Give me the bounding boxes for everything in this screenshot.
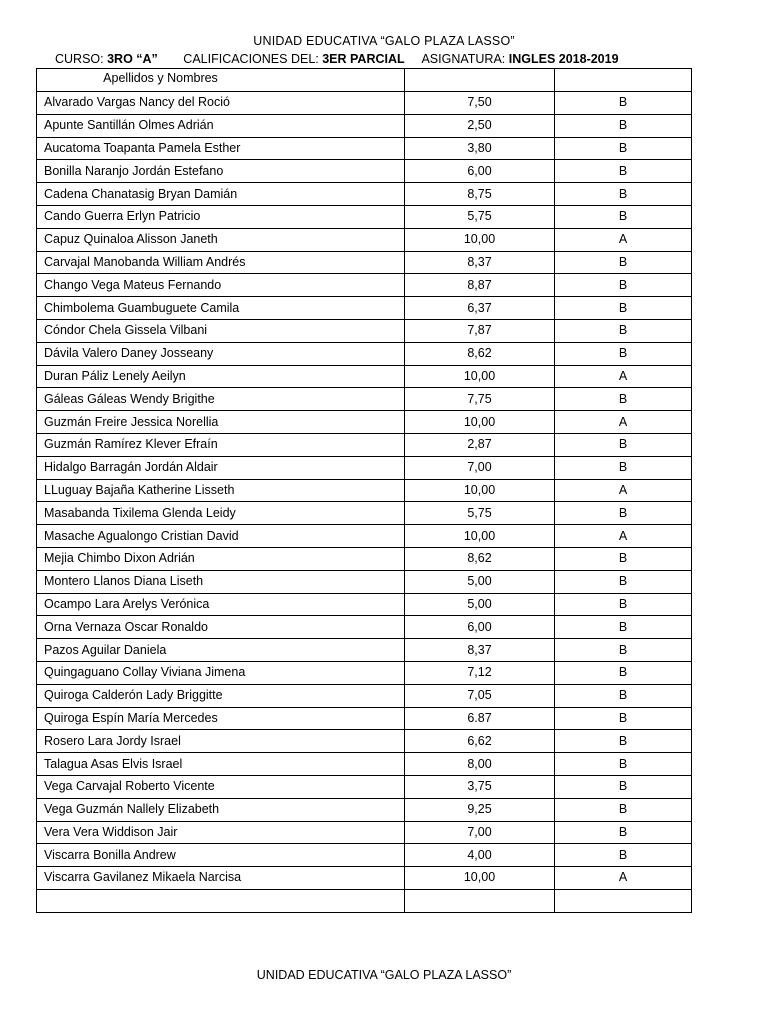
table-row	[37, 411, 692, 434]
score-cell: 7,12	[405, 661, 555, 684]
student-name-cell: Vega Carvajal Roberto Vicente	[37, 775, 405, 798]
student-name-cell: Bonilla Naranjo Jordán Estefano	[37, 160, 405, 183]
student-name-cell: Gáleas Gáleas Wendy Brigithe	[37, 388, 405, 411]
table-header-row	[37, 69, 692, 92]
score-cell: 5,75	[405, 502, 555, 525]
student-name-cell: Viscarra Gavilanez Mikaela Narcisa	[37, 867, 405, 890]
table-row	[37, 844, 692, 867]
table-row	[37, 456, 692, 479]
table-row	[37, 365, 692, 388]
curso-value: 3RO “A”	[107, 52, 158, 66]
table-row	[37, 661, 692, 684]
score-cell: 5,00	[405, 593, 555, 616]
letter-grade-cell: B	[555, 456, 692, 479]
letter-grade-cell: A	[555, 365, 692, 388]
score-cell: 8,75	[405, 183, 555, 206]
letter-grade-cell: B	[555, 661, 692, 684]
table-row	[37, 160, 692, 183]
student-name-cell: Masache Agualongo Cristian David	[37, 525, 405, 548]
score-cell: 10,00	[405, 228, 555, 251]
score-cell: 8,62	[405, 547, 555, 570]
letter-grade-cell: B	[555, 570, 692, 593]
student-name-cell: Aucatoma Toapanta Pamela Esther	[37, 137, 405, 160]
student-name-cell: Guzmán Ramírez Klever Efraín	[37, 433, 405, 456]
table-row	[37, 114, 692, 137]
letter-grade-cell: B	[555, 775, 692, 798]
letter-grade-cell: B	[555, 319, 692, 342]
score-cell: 7,75	[405, 388, 555, 411]
letter-grade-cell: B	[555, 707, 692, 730]
letter-grade-cell: B	[555, 183, 692, 206]
table-row	[37, 92, 692, 115]
score-cell: 10,00	[405, 525, 555, 548]
table-row	[37, 730, 692, 753]
letter-grade-cell: B	[555, 844, 692, 867]
table-row	[37, 342, 692, 365]
score-cell: 6.87	[405, 707, 555, 730]
letter-grade-cell: B	[555, 160, 692, 183]
student-name-cell: Duran Páliz Lenely Aeilyn	[37, 365, 405, 388]
score-cell: 10,00	[405, 365, 555, 388]
table-row	[37, 205, 692, 228]
student-name-cell: Capuz Quinaloa Alisson Janeth	[37, 228, 405, 251]
table-row	[37, 137, 692, 160]
score-cell: 3,80	[405, 137, 555, 160]
letter-grade-cell: B	[555, 593, 692, 616]
table-row	[37, 319, 692, 342]
student-name-cell: Carvajal Manobanda William Andrés	[37, 251, 405, 274]
table-row	[37, 433, 692, 456]
score-cell: 6,62	[405, 730, 555, 753]
table-row	[37, 593, 692, 616]
document-subtitle	[55, 52, 619, 66]
table-row	[37, 798, 692, 821]
score-cell	[405, 889, 555, 912]
student-name-cell	[37, 889, 405, 912]
score-cell: 8,87	[405, 274, 555, 297]
student-name-cell: Orna Vernaza Oscar Ronaldo	[37, 616, 405, 639]
letter-grade-cell: A	[555, 228, 692, 251]
student-name-cell: Ocampo Lara Arelys Verónica	[37, 593, 405, 616]
header-score-cell	[405, 69, 555, 92]
student-name-cell: Vera Vera Widdison Jair	[37, 821, 405, 844]
letter-grade-cell: B	[555, 821, 692, 844]
score-cell: 5,00	[405, 570, 555, 593]
table-row	[37, 753, 692, 776]
header-letter-cell	[555, 69, 692, 92]
table-row	[37, 684, 692, 707]
grades-table	[36, 68, 692, 913]
table-row	[37, 183, 692, 206]
letter-grade-cell: B	[555, 616, 692, 639]
student-name-cell: Hidalgo Barragán Jordán Aldair	[37, 456, 405, 479]
letter-grade-cell: B	[555, 502, 692, 525]
table-row	[37, 616, 692, 639]
calificaciones-value: 3ER PARCIAL	[322, 52, 405, 66]
letter-grade-cell: B	[555, 547, 692, 570]
curso-label: CURSO:	[55, 52, 104, 66]
score-cell: 8,00	[405, 753, 555, 776]
asignatura-label: ASIGNATURA:	[421, 52, 506, 66]
letter-grade-cell: B	[555, 297, 692, 320]
student-name-cell: Cóndor Chela Gissela Vilbani	[37, 319, 405, 342]
table-row	[37, 821, 692, 844]
letter-grade-cell: B	[555, 342, 692, 365]
student-name-cell: Viscarra Bonilla Andrew	[37, 844, 405, 867]
student-name-cell: Dávila Valero Daney Josseany	[37, 342, 405, 365]
table-row	[37, 297, 692, 320]
score-cell: 2,87	[405, 433, 555, 456]
letter-grade-cell: B	[555, 639, 692, 662]
student-name-cell: Chimbolema Guambuguete Camila	[37, 297, 405, 320]
document-title: UNIDAD EDUCATIVA “GALO PLAZA LASSO”	[253, 34, 515, 48]
student-name-cell: Masabanda Tixilema Glenda Leidy	[37, 502, 405, 525]
letter-grade-cell: B	[555, 205, 692, 228]
score-cell: 6,00	[405, 616, 555, 639]
letter-grade-cell: B	[555, 798, 692, 821]
student-name-cell: Quingaguano Collay Viviana Jimena	[37, 661, 405, 684]
table-row	[37, 889, 692, 912]
table-row	[37, 479, 692, 502]
score-cell: 10,00	[405, 479, 555, 502]
table-row	[37, 274, 692, 297]
letter-grade-cell	[555, 889, 692, 912]
letter-grade-cell: B	[555, 433, 692, 456]
table-row	[37, 525, 692, 548]
student-name-cell: Cadena Chanatasig Bryan Damián	[37, 183, 405, 206]
table-row	[37, 867, 692, 890]
letter-grade-cell: B	[555, 388, 692, 411]
student-name-cell: Alvarado Vargas Nancy del Roció	[37, 92, 405, 115]
score-cell: 4,00	[405, 844, 555, 867]
letter-grade-cell: B	[555, 114, 692, 137]
student-name-cell: Mejia Chimbo Dixon Adrián	[37, 547, 405, 570]
score-cell: 10,00	[405, 867, 555, 890]
student-name-cell: Chango Vega Mateus Fernando	[37, 274, 405, 297]
letter-grade-cell: A	[555, 525, 692, 548]
student-name-cell: Vega Guzmán Nallely Elizabeth	[37, 798, 405, 821]
student-name-cell: Rosero Lara Jordy Israel	[37, 730, 405, 753]
score-cell: 2,50	[405, 114, 555, 137]
letter-grade-cell: B	[555, 730, 692, 753]
table-row	[37, 388, 692, 411]
student-name-cell: Quiroga Calderón Lady Briggitte	[37, 684, 405, 707]
score-cell: 5,75	[405, 205, 555, 228]
calificaciones-label: CALIFICACIONES DEL:	[183, 52, 319, 66]
table-row	[37, 775, 692, 798]
score-cell: 7,00	[405, 821, 555, 844]
score-cell: 3,75	[405, 775, 555, 798]
letter-grade-cell: A	[555, 479, 692, 502]
student-name-cell: Montero Llanos Diana Liseth	[37, 570, 405, 593]
student-name-cell: Apunte Santillán Olmes Adrián	[37, 114, 405, 137]
letter-grade-cell: B	[555, 92, 692, 115]
student-name-cell: LLuguay Bajaña Katherine Lisseth	[37, 479, 405, 502]
letter-grade-cell: B	[555, 684, 692, 707]
score-cell: 8,62	[405, 342, 555, 365]
student-name-cell: Talagua Asas Elvis Israel	[37, 753, 405, 776]
table-row	[37, 228, 692, 251]
letter-grade-cell: B	[555, 251, 692, 274]
table-row	[37, 502, 692, 525]
score-cell: 8,37	[405, 251, 555, 274]
student-name-cell: Cando Guerra Erlyn Patricio	[37, 205, 405, 228]
table-row	[37, 639, 692, 662]
letter-grade-cell: B	[555, 753, 692, 776]
letter-grade-cell: B	[555, 137, 692, 160]
score-cell: 6,37	[405, 297, 555, 320]
footer-title: UNIDAD EDUCATIVA “GALO PLAZA LASSO”	[256, 968, 512, 982]
score-cell: 9,25	[405, 798, 555, 821]
student-name-cell: Guzmán Freire Jessica Norellia	[37, 411, 405, 434]
score-cell: 7,00	[405, 456, 555, 479]
score-cell: 7,05	[405, 684, 555, 707]
table-row	[37, 570, 692, 593]
table-row	[37, 707, 692, 730]
score-cell: 10,00	[405, 411, 555, 434]
student-name-cell: Quiroga Espín María Mercedes	[37, 707, 405, 730]
header-name-cell: Apellidos y Nombres	[37, 69, 405, 92]
asignatura-value: INGLES 2018-2019	[508, 52, 619, 66]
table-row	[37, 251, 692, 274]
letter-grade-cell: A	[555, 411, 692, 434]
score-cell: 6,00	[405, 160, 555, 183]
letter-grade-cell: B	[555, 274, 692, 297]
student-name-cell: Pazos Aguilar Daniela	[37, 639, 405, 662]
table-row	[37, 547, 692, 570]
score-cell: 7,50	[405, 92, 555, 115]
score-cell: 7,87	[405, 319, 555, 342]
score-cell: 8,37	[405, 639, 555, 662]
letter-grade-cell: A	[555, 867, 692, 890]
